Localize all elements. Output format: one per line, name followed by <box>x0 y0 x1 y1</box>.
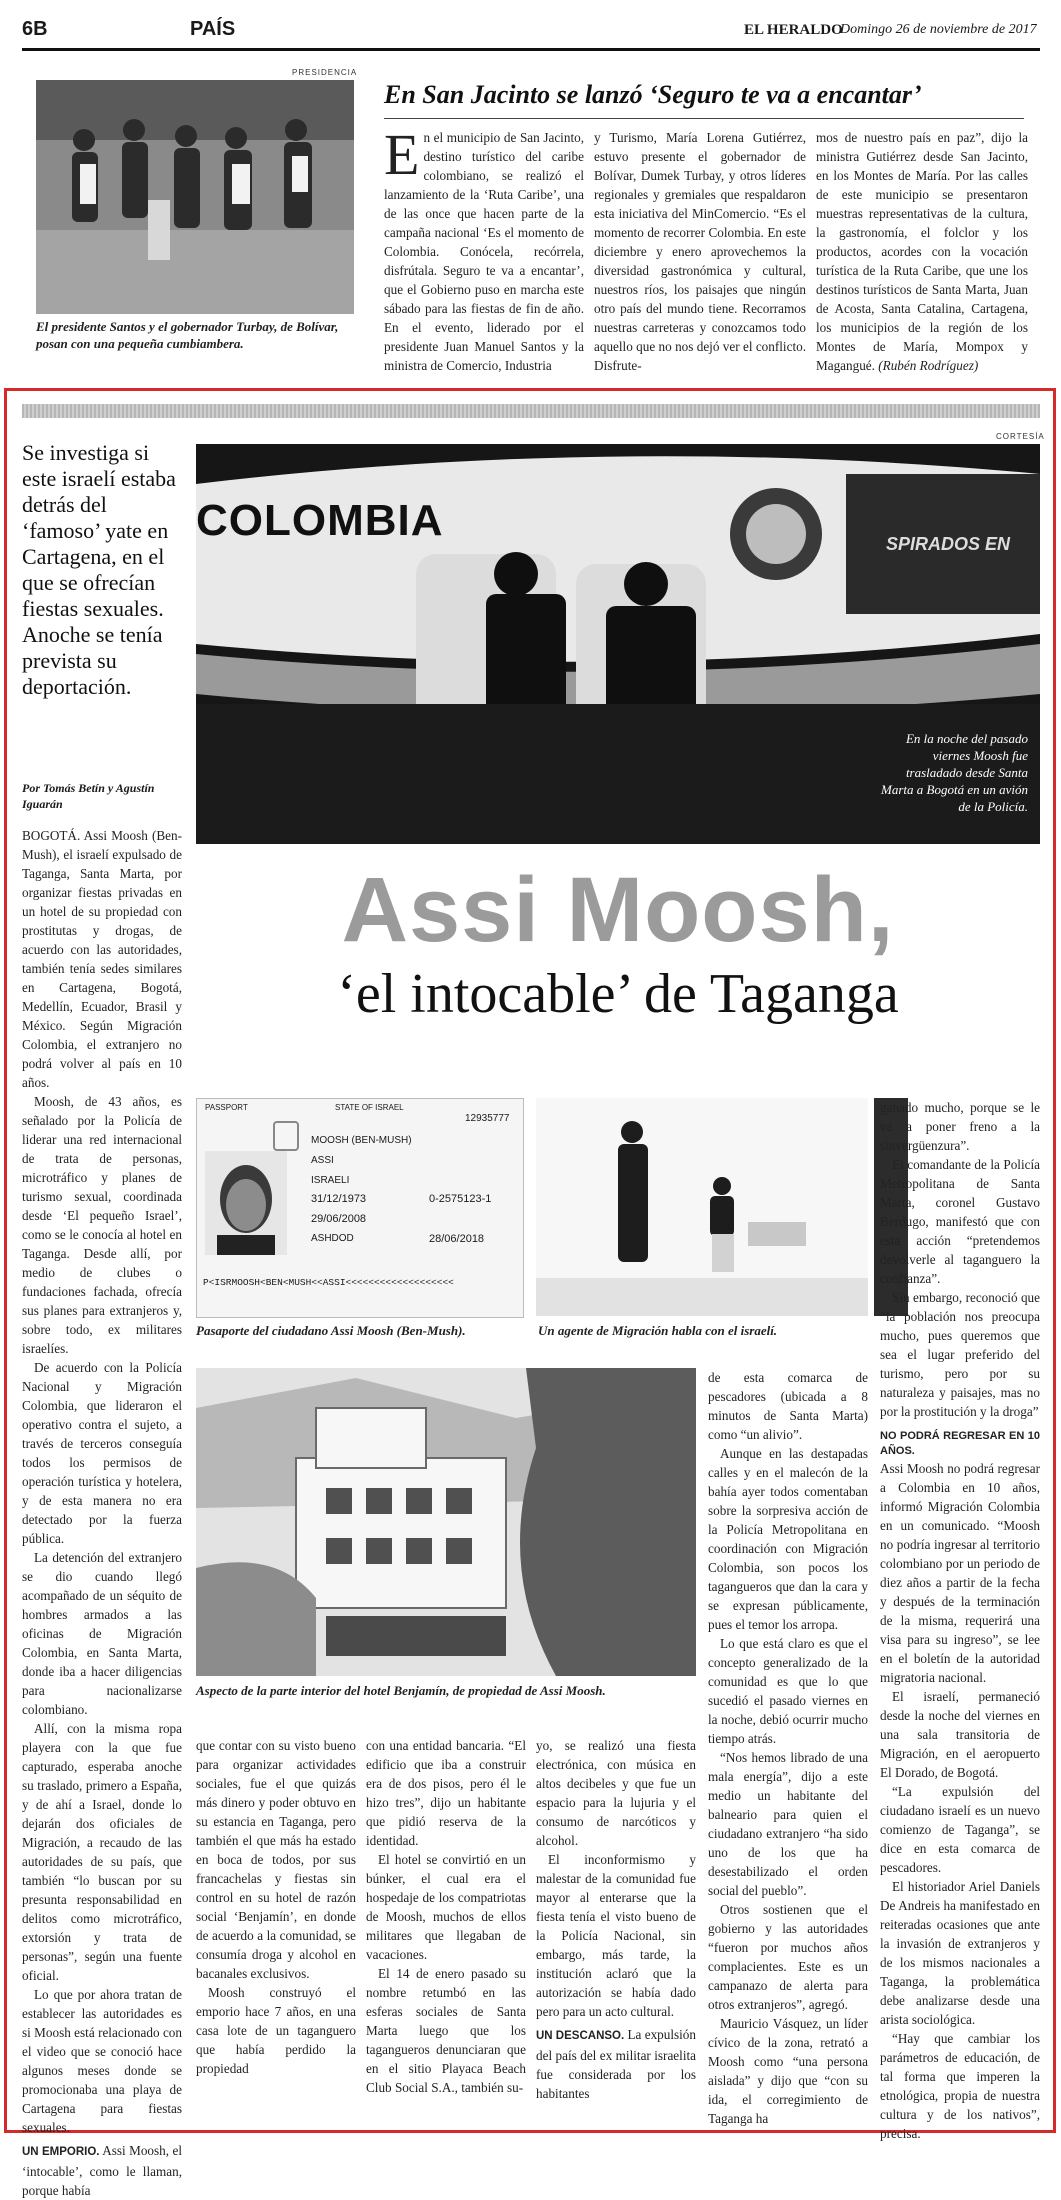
main-col-6 <box>880 1098 1040 2143</box>
col6-paragraph: El comandante de la Policía Metropolitana de Santa Marta, coronel Gustavo Berdugo, manifestó que con esta acción “pretendemos devolverle al taganguero la confianza”. <box>880 1157 1040 1286</box>
col6-paragraph: “La expulsión del ciudadano israelí es un nuevo comienzo de Taganga”, se dice en esta comarca de pescadores. <box>880 1784 1040 1875</box>
passport-mrz: P<ISRMOOSH<BEN<MUSH<<ASSI<<<<<<<<<<<<<<<<<<< <box>203 1277 454 1288</box>
photo-credit: PRESIDENCIA <box>292 68 358 77</box>
col1-subhead: UN EMPORIO. <box>22 2146 100 2158</box>
hotel-caption: Aspecto de la parte interior del hotel Benjamín, de propiedad de Assi Moosh. <box>196 1683 606 1698</box>
col5-paragraph: de esta comarca de pescadores (ubicada a 8 minutos de Santa Marta) como “un alivio”. <box>708 1370 868 1442</box>
col6-paragraph: ganado mucho, porque se le va a poner freno a la sinvergüenzura”. <box>880 1100 1040 1153</box>
page-number: 6B <box>22 18 48 40</box>
col5-paragraph: “Nos hemos librado de una mala energía”, dijo a este medio un habitante del balneario para quien el ciudadano extranjero “ha sido uno de los que ha desestabilizado el orden social del pueblo”. <box>708 1750 868 1898</box>
col1-paragraph: Allí, con la misma ropa playera con la que fue capturado, esperaba anoche su traslado, primero a España, y de ahí a Israel, donde lo dejarán dos oficiales de Migración, a recaudo de las autoridades de su país, que también “lo buscan por su presunta responsabilidad en delitos como microtráfico, extorsión y trata de personas”, según una fuente oficial. <box>22 1721 182 1983</box>
passport-caption: Pasaporte del ciudadano Assi Moosh (Ben-Mush). <box>196 1323 466 1338</box>
top-col-2: y Turismo, María Lorena Gutiérrez, estuvo presente el gobernador de Bolívar, Dumek Turbay, y otros líderes regionales y gremiales que respaldaron esta iniciativa del MinComercio. “Es el momento de recorrer Colombia. En este diciembre y enero aprovechemos la diversidad gastronómica y cultural, nuestros ríos, los paisajes que ningún otro país del mundo tiene. Recorramos nuestras carreteras y conozcamos todo aquello que no nos dejó ver el conflicto. Disfrute- <box>594 130 806 373</box>
col4-subhead-paragraph <box>536 2025 696 2103</box>
passport-dob: 31/12/1973 <box>311 1193 367 1205</box>
plane-photo <box>196 444 1040 844</box>
top-col-1-text: n el municipio de San Jacinto, destino turístico del caribe colombiano, se realizó el lanzamiento de la ‘Ruta Caribe’, una de las once que hacen parte de la campaña nacional ‘Es el momento de Colombia. Conócela, recórrela, disfrútala. Seguro te va a encantar’, que el Gobierno puso en marcha este sábado para las fiestas de fin de año. En el evento, liderado por el presidente Juan Manuel Santos y la ministra de Comercio, Industria <box>384 130 584 373</box>
plane-text-right: SPIRADOS EN <box>886 534 1011 554</box>
main-col-4 <box>536 1736 696 2103</box>
main-col-1 <box>22 826 182 2200</box>
passport-expiry: 28/06/2018 <box>429 1233 485 1245</box>
col4-tail: La expulsión del país del ex militar israelita fue considerada por los habitantes <box>536 2027 696 2101</box>
col4-subhead: UN DESCANSO. <box>536 2030 625 2042</box>
main-headline-1: Assi Moosh, <box>341 859 895 961</box>
top-col-3 <box>816 128 1028 375</box>
col1-paragraph: De acuerdo con la Policía Nacional y Migración Colombia, que lideraron el operativo contra el sujeto, a través de terceros conseguía todos los permisos de operación turística y hotelera, y de esta manera no era detectado por la fuerza pública. <box>22 1360 182 1546</box>
top-col-1 <box>384 122 584 375</box>
plane-photo-caption: En la noche del pasado viernes Moosh fue trasladado desde Santa Marta a Bogotá en un avión de la Policía. <box>881 731 1028 814</box>
passport-nationality: ISRAELI <box>311 1175 350 1186</box>
main-col-5 <box>708 1368 868 2128</box>
portrait-image <box>205 1151 287 1255</box>
passport-number: 12935777 <box>465 1113 510 1124</box>
col5-paragraph: Otros sostienen que el gobierno y las autoridades “fueron por muchos años complacientes. Este es un campanazo de alerta para otros extranjeros”, agregó. <box>708 1902 868 2012</box>
byline: Por Tomás Betín y Agustín Iguarán <box>22 781 155 811</box>
col1-subhead-paragraph <box>22 2141 182 2200</box>
cumbiamba-photo <box>36 80 354 314</box>
col4-paragraph: yo, se realizó una fiesta electrónica, con música en altos decibeles y que fue un espacio para la lujuria y el consumo de narcóticos y alcohol. <box>536 1738 696 1848</box>
passport-portrait <box>205 1151 287 1255</box>
paper-name: EL HERALDO <box>744 22 843 38</box>
col5-paragraph: Mauricio Vásquez, un líder cívico de la zona, retrató a Moosh como “una persona aislada” y dijo que “con su ida, el corregimiento de Taganga ha <box>708 2016 868 2126</box>
passport-emblem-icon <box>273 1121 299 1151</box>
section-name: PAÍS <box>190 18 236 40</box>
top-story <box>0 0 1061 373</box>
passport-header-mid: STATE OF ISRAEL <box>335 1103 404 1112</box>
top-headline-rule <box>384 118 1024 119</box>
col1-paragraph: La detención del extranjero se dio cuando llegó acompañado de un séquito de hombres armados a las oficinas de Migración Colombia, en Santa Marta, donde iba a hacer diligencias para nacionalizarse colombiano. <box>22 1550 182 1717</box>
col5-paragraph: Aunque en las destapadas calles y en el malecón de la bahía ayer todos comentaban sobre la sorpresiva acción de la Policía Metropolitana en coordinación con Migración Colombia, son pocos los tagangueros que dan la cara y se expresan públicamente, pues el temor los arropa. <box>708 1446 868 1632</box>
col3-paragraph: El 14 de enero pasado su nombre retumbó en las esferas sociales de Santa Marta luego que los tagangueros denunciaran que en el sitio Playaca Beach Club Social S.A., también su- <box>366 1966 526 2095</box>
col3-paragraph: El hotel se convirtió en un búnker, el cual era el hospedaje de los compatriotas de Moosh, muchos de ellos militares que llegaban de vacaciones. <box>366 1852 526 1962</box>
col6-paragraph: El historiador Ariel Daniels De Andreis ha manifestado en reiteradas ocasiones que ante la invasión de extranjeros y de los mismos nacionales a Taganga, la problemática debe analizarse desde una arista sociológica. <box>880 1879 1040 2027</box>
drop-cap: E <box>384 122 420 187</box>
col1-tail: Assi Moosh, el ‘intocable’, como le llaman, porque había <box>22 2143 183 2198</box>
col1-paragraph: Lo que por ahora tratan de establecer las autoridades es si Moosh está relacionado con el video que se conoció hace algunos meses donde se promocionaba una playa de Cartagena para fiestas sexuales. <box>22 1987 182 2135</box>
issue-date: Domingo 26 de noviembre de 2017 <box>840 22 1037 37</box>
hotel-photo <box>196 1368 696 1676</box>
passport-header-left: PASSPORT <box>205 1103 248 1112</box>
passport-given: ASSI <box>311 1155 334 1166</box>
main-col-3 <box>366 1736 526 2097</box>
col4-paragraph: El inconformismo y malestar de la comunidad fue mayor al enterarse que la fiesta tenía el visto bueno de la Policía Nacional, sin embargo, más tarde, la institución aclaró que la autorización se había dado pero para un acto cultural. <box>536 1852 696 2019</box>
agent-photo-image <box>536 1098 868 1316</box>
col1-paragraph: BOGOTÁ. Assi Moosh (Ben-Mush), el israelí expulsado de Taganga, Santa Marta, por organizar fiestas privadas en un hotel de su propiedad con prostitutas y drogas, de acuerdo con las autoridades, también tenía sedes similares en Cartagena, Bogotá, Medellín, Ecuador, Brasil y México. Según Migración Colombia, el extranjero no podrá volver al país en 10 años. <box>22 828 182 1090</box>
col1-paragraph: Moosh, de 43 años, es señalado por la Policía de liderar una red internacional de trata de personas, microtráfico y planes de turismo sexual, coordinada desde ‘El pequeño Israel’, como se le conocía al hotel en Taganga. Desde allí, por medio de clubes o fundaciones fachada, ofrecía sus planes para extranjeros y, sobre todo, ex militares israelíes. <box>22 1094 182 1356</box>
passport-surname: MOOSH (BEN-MUSH) <box>311 1135 412 1146</box>
col6-subhead: NO PODRÁ REGRESAR EN 10 AÑOS. <box>880 1430 1040 1457</box>
plane-text-colombia: COLOMBIA <box>196 496 444 545</box>
top-byline: (Rubén Rodríguez) <box>878 358 979 373</box>
col2-paragraph: que contar con su visto bueno para organizar actividades sociales, fue el que quizás más dinero y poder obtuvo en su estancia en Taganga, pero también el que más ha estado en boca de todos, por sus francachelas y fiestas sin control en su hotel de razón social ‘Benjamín’, en donde de acuerdo a la comunidad, se consumía droga y alcohol en bacanales exclusivos. <box>196 1738 356 1981</box>
col5-paragraph: Lo que está claro es que el concepto generalizado de la comunidad es que lo que sucedió el pasado viernes en la noche, debió ocurrir mucho tiempo atrás. <box>708 1636 868 1746</box>
main-headline-2: ‘el intocable’ de Taganga <box>337 963 899 1025</box>
main-gray-band <box>22 404 1040 418</box>
hotel-photo-image <box>196 1368 696 1676</box>
main-col-2 <box>196 1736 356 2078</box>
passport-id: 0-2575123-1 <box>429 1193 492 1205</box>
agent-photo <box>536 1098 868 1316</box>
col6-paragraph: Sin embargo, reconoció que “la población nos preocupa mucho, pues queremos que sea el lugar preferido del turismo, pero por su naturaleza y paisajes, mas no por la prostitución y la droga” <box>880 1290 1040 1419</box>
passport-issue: 29/06/2008 <box>311 1213 367 1225</box>
top-photo-caption: El presidente Santos y el gobernador Turbay, de Bolívar, posan con una pequeña cumbiambera. <box>36 319 339 351</box>
passport-photo <box>196 1098 524 1318</box>
top-headline: En San Jacinto se lanzó ‘Seguro te va a encantar’ <box>384 80 922 109</box>
main-photo-credit: CORTESÍA <box>996 432 1045 441</box>
col6-paragraph: Assi Moosh no podrá regresar a Colombia en 10 años, informó Migración Colombia en un comunicado. “Moosh no podría ingresar al territorio colombiano por un periodo de diez años a partir de la fecha y después de la terminación de la misma, requerirá una visa para su ingreso”, se lee en el boletín de la autoridad migratoria nacional. <box>880 1461 1040 1685</box>
cumbiamba-photo-image <box>36 80 354 314</box>
top-col-3-text: mos de nuestro país en paz”, dijo la ministra Gutiérrez desde San Jacinto, en los Montes de María. Por las calles de este municipio se presentaron muestras representativas de la cultura, la gastronomía, el folclor y los productos, acordes con la vocación turística de la Ruta Caribe, que une los destinos turísticos de Santa Marta, Juan de Acosta, Santa Catalina, Cartagena, los municipios de la región de los Montes de María, Mompox y Magangué. <box>816 130 1028 373</box>
agent-caption: Un agente de Migración habla con el israelí. <box>538 1323 778 1338</box>
col6-paragraph: El israelí, permaneció desde la noche del viernes en una sala transitoria de Migración, en el aeropuerto El Dorado, de Bogotá. <box>880 1689 1040 1780</box>
passport-place: ASHDOD <box>311 1233 354 1244</box>
col6-paragraph: “Hay que cambiar los parámetros de educación, de tal forma que imperen la etnológica, propia de nuestra cultura y de los nativos”, precisa. <box>880 2031 1040 2141</box>
col3-paragraph: con una entidad bancaria. “El edificio que iba a construir era de dos pisos, pero él le hizo tres”, dijo un habitante que pidió reserva de la identidad. <box>366 1738 526 1848</box>
dek: Se investiga si este israelí estaba detrás del ‘famoso’ yate en Cartagena, en el que se ofrecían fiestas sexuales. Anoche se tenía prevista su deportación. <box>22 440 176 699</box>
col2-paragraph: Moosh construyó el emporio hace 7 años, en una casa lote de un taganguero que había perdido la propiedad <box>196 1985 356 2076</box>
